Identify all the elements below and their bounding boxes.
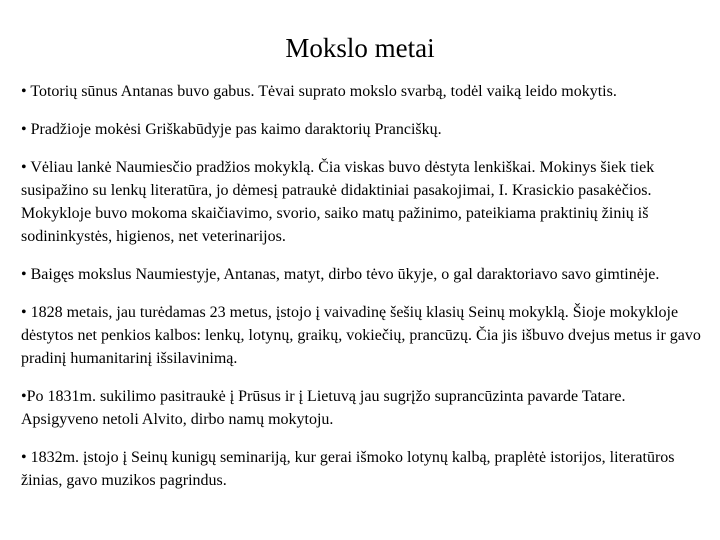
bullet-item: • Pradžioje mokėsi Griškabūdyje pas kaimo daraktorių Pranciškų. <box>21 121 442 138</box>
bullet-item: • Totorių sūnus Antanas buvo gabus. Tėvai suprato mokslo svarbą, todėl vaiką leido mokytis. <box>21 83 617 100</box>
bullet-item: • Vėliau lankė Naumiesčio pradžios mokyklą. Čia viskas buvo dėstyta lenkiškai. Mokinys šiek tiek susipažino su lenkų literatūra, jo dėmesį patraukė didaktiniai pasakojimai, I. Krasickio pasakėčios. Mokykloje buvo mokoma skaičiavimo, svorio, saiko matų pažinimo, pateikiama praktinių žinių iš sodininkystės, higienos, net veterinarijos. <box>21 159 655 245</box>
bullet-list <box>21 80 701 507</box>
bullet-item: • 1832m. įstojo į Seinų kunigų seminariją, kur gerai išmoko lotynų kalbą, praplėtė istorijos, literatūros žinias, gavo muzikos pagrindus. <box>21 449 675 489</box>
bullet-item: • 1828 metais, jau turėdamas 23 metus, įstojo į vaivadinę šešių klasių Seinų mokyklą. Šioje mokykloje dėstytos net penkios kalbos: lenkų, lotynų, graikų, vokiečių, prancūzų. Čia jis išbuvo dvejus metus ir gavo pradinį humanitarinį išsilavinimą. <box>21 304 701 367</box>
bullet-item: • Baigęs mokslus Naumiestyje, Antanas, matyt, dirbo tėvo ūkyje, o gal daraktoriavo savo gimtinėje. <box>21 266 660 283</box>
slide-title: Mokslo metai <box>285 33 435 63</box>
bullet-item: •Po 1831m. sukilimo pasitraukė į Prūsus ir į Lietuvą jau sugrįžo suprancūzinta pavarde Tatare. Apsigyveno netoli Alvito, dirbo namų mokytoju. <box>21 388 626 428</box>
